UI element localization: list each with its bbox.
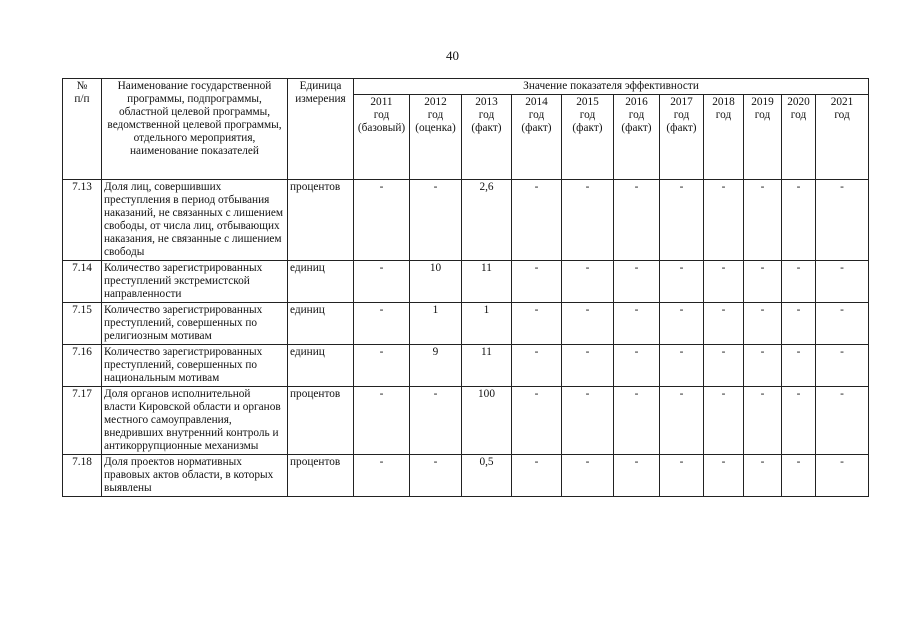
row-value: 11 — [462, 345, 512, 387]
row-value: - — [782, 345, 816, 387]
row-value: - — [614, 345, 660, 387]
year-note: год (факт) — [521, 109, 552, 134]
header-year — [462, 95, 512, 180]
row-value: - — [562, 455, 614, 497]
row-value: - — [410, 387, 462, 455]
row-value: - — [782, 455, 816, 497]
header-year — [782, 95, 816, 180]
row-number: 7.16 — [63, 345, 102, 387]
row-value: 2,6 — [462, 180, 512, 261]
row-value: - — [512, 387, 562, 455]
row-value: - — [744, 180, 782, 261]
row-value: - — [660, 455, 704, 497]
row-value: 1 — [410, 303, 462, 345]
row-value: - — [512, 345, 562, 387]
row-value: - — [816, 261, 869, 303]
row-value: - — [614, 180, 660, 261]
row-value: - — [744, 387, 782, 455]
row-value: - — [562, 180, 614, 261]
row-value: - — [614, 303, 660, 345]
row-value: - — [354, 180, 410, 261]
table-row — [63, 180, 869, 261]
row-name: Количество зарегистрированных преступлений экстремистской направленности — [102, 261, 288, 303]
row-name: Доля проектов нормативных правовых актов области, в которых выявлены — [102, 455, 288, 497]
year-label: 2019 — [751, 96, 774, 108]
row-value: 0,5 — [462, 455, 512, 497]
year-label: 2020 — [787, 96, 810, 108]
row-value: - — [410, 180, 462, 261]
year-label: 2021 — [830, 96, 854, 108]
row-name: Доля лиц, совершивших преступления в период отбывания наказаний, не связанных с лишением свободы, от числа лиц, отбывающих наказания, не связанные с лишением свободы — [102, 180, 288, 261]
row-value: - — [660, 303, 704, 345]
row-value: 11 — [462, 261, 512, 303]
row-unit: процентов — [288, 387, 354, 455]
row-unit: единиц — [288, 261, 354, 303]
row-value: - — [782, 180, 816, 261]
row-value: - — [782, 303, 816, 345]
page-number: 40 — [446, 48, 459, 63]
row-value: - — [704, 261, 744, 303]
year-label: 2012 — [424, 96, 447, 108]
year-note: год — [754, 109, 771, 121]
row-value: - — [704, 303, 744, 345]
header-unit: Единица измерения — [288, 79, 354, 180]
header-year — [354, 95, 410, 180]
row-value: - — [512, 455, 562, 497]
row-value: - — [354, 387, 410, 455]
row-number: 7.17 — [63, 387, 102, 455]
row-value: - — [660, 261, 704, 303]
row-value: - — [512, 261, 562, 303]
row-value: - — [354, 345, 410, 387]
header-year — [816, 95, 869, 180]
row-value: - — [816, 387, 869, 455]
row-value: - — [744, 261, 782, 303]
row-value: - — [614, 455, 660, 497]
row-value: - — [816, 455, 869, 497]
row-value: - — [744, 303, 782, 345]
row-number: 7.18 — [63, 455, 102, 497]
row-value: - — [744, 345, 782, 387]
year-note: год — [715, 109, 732, 121]
row-number: 7.13 — [63, 180, 102, 261]
table-row — [63, 387, 869, 455]
row-value: - — [660, 387, 704, 455]
row-value: 9 — [410, 345, 462, 387]
row-value: - — [562, 345, 614, 387]
row-value: - — [512, 303, 562, 345]
year-label: 2013 — [475, 96, 498, 108]
row-value: - — [782, 387, 816, 455]
row-name: Количество зарегистрированных преступлений, совершенных по религиозным мотивам — [102, 303, 288, 345]
year-note: год (базовый) — [357, 109, 406, 134]
year-label: 2014 — [525, 96, 548, 108]
header-year — [562, 95, 614, 180]
row-value: - — [704, 180, 744, 261]
row-number: 7.15 — [63, 303, 102, 345]
row-value: - — [354, 303, 410, 345]
row-value: - — [354, 261, 410, 303]
row-value: - — [562, 261, 614, 303]
year-label: 2011 — [370, 96, 393, 108]
row-value: - — [704, 345, 744, 387]
indicators-table — [62, 78, 869, 497]
year-note: год (факт) — [666, 109, 697, 134]
year-note: год (факт) — [471, 109, 502, 134]
year-note: год — [790, 109, 807, 121]
row-value: - — [816, 180, 869, 261]
row-value: - — [704, 455, 744, 497]
year-note: год (факт) — [572, 109, 603, 134]
row-value: - — [614, 261, 660, 303]
row-unit: процентов — [288, 180, 354, 261]
row-value: - — [744, 455, 782, 497]
row-unit: единиц — [288, 303, 354, 345]
header-number: № п/п — [63, 79, 102, 180]
header-year — [410, 95, 462, 180]
row-value: - — [660, 180, 704, 261]
row-value: - — [782, 261, 816, 303]
table-row — [63, 455, 869, 497]
row-value: 1 — [462, 303, 512, 345]
row-value: 10 — [410, 261, 462, 303]
table-row — [63, 345, 869, 387]
year-label: 2015 — [576, 96, 599, 108]
header-row — [63, 79, 869, 95]
row-value: - — [614, 387, 660, 455]
table-row — [63, 303, 869, 345]
row-unit: процентов — [288, 455, 354, 497]
header-year — [512, 95, 562, 180]
header-year — [704, 95, 744, 180]
year-label: 2018 — [712, 96, 735, 108]
row-value: - — [704, 387, 744, 455]
year-note: год (факт) — [621, 109, 652, 134]
header-name: Наименование государственной программы, подпрограммы, областной целевой программы, ведомственной целевой программы, отдельного мероприятия, наименование показателей — [102, 79, 288, 180]
header-year — [660, 95, 704, 180]
header-values-title: Значение показателя эффективности — [354, 79, 869, 95]
row-value: 100 — [462, 387, 512, 455]
row-number: 7.14 — [63, 261, 102, 303]
row-value: - — [816, 303, 869, 345]
row-value: - — [660, 345, 704, 387]
header-year — [744, 95, 782, 180]
row-value: - — [562, 303, 614, 345]
header-year — [614, 95, 660, 180]
row-value: - — [354, 455, 410, 497]
year-label: 2017 — [670, 96, 693, 108]
row-value: - — [816, 345, 869, 387]
row-value: - — [562, 387, 614, 455]
year-label: 2016 — [625, 96, 648, 108]
row-value: - — [410, 455, 462, 497]
row-name: Доля органов исполнительной власти Кировской области и органов местного самоуправления, внедривших внутренний контроль и антикоррупционные механизмы — [102, 387, 288, 455]
row-unit: единиц — [288, 345, 354, 387]
year-note: год (оценка) — [415, 109, 456, 134]
year-note: год — [834, 109, 850, 121]
row-value: - — [512, 180, 562, 261]
row-name: Количество зарегистрированных преступлений, совершенных по национальным мотивам — [102, 345, 288, 387]
table-row — [63, 261, 869, 303]
